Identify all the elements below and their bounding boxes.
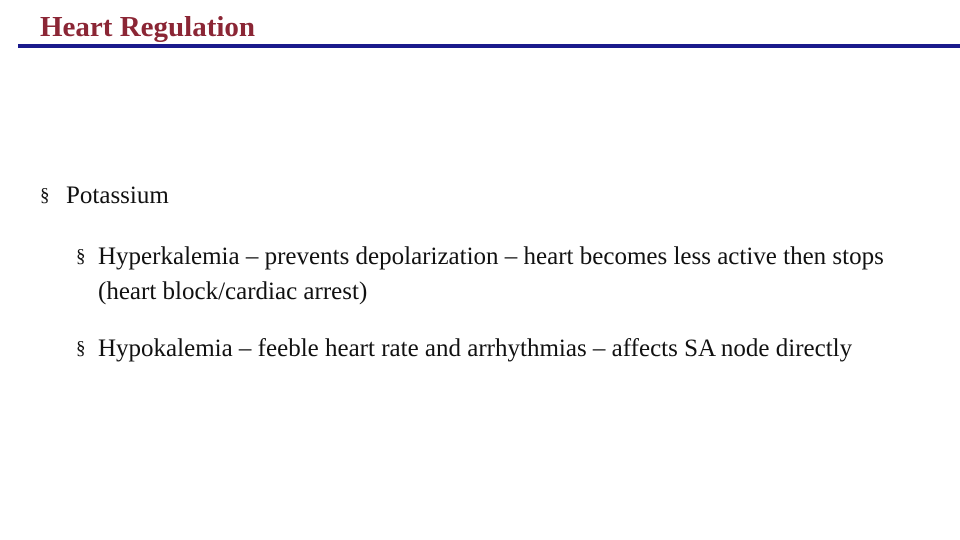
bullet-marker-icon: § <box>40 185 50 206</box>
slide-title: Heart Regulation <box>40 11 256 43</box>
bullet-potassium <box>40 180 169 212</box>
sub-bullet-text: Hypokalemia – feeble heart rate and arrhythmias – affects SA node directly <box>98 335 853 362</box>
sub-bullet-text: Hyperkalemia – prevents depolarization – heart becomes less active then stops (heart block/cardiac arrest) <box>98 243 884 305</box>
bullet-text: Potassium <box>66 182 169 209</box>
sub-bullet-hypokalemia <box>76 331 948 366</box>
bullet-marker-icon: § <box>76 338 86 359</box>
sub-bullet-hyperkalemia <box>76 239 948 309</box>
bullet-marker-icon: § <box>76 246 86 267</box>
